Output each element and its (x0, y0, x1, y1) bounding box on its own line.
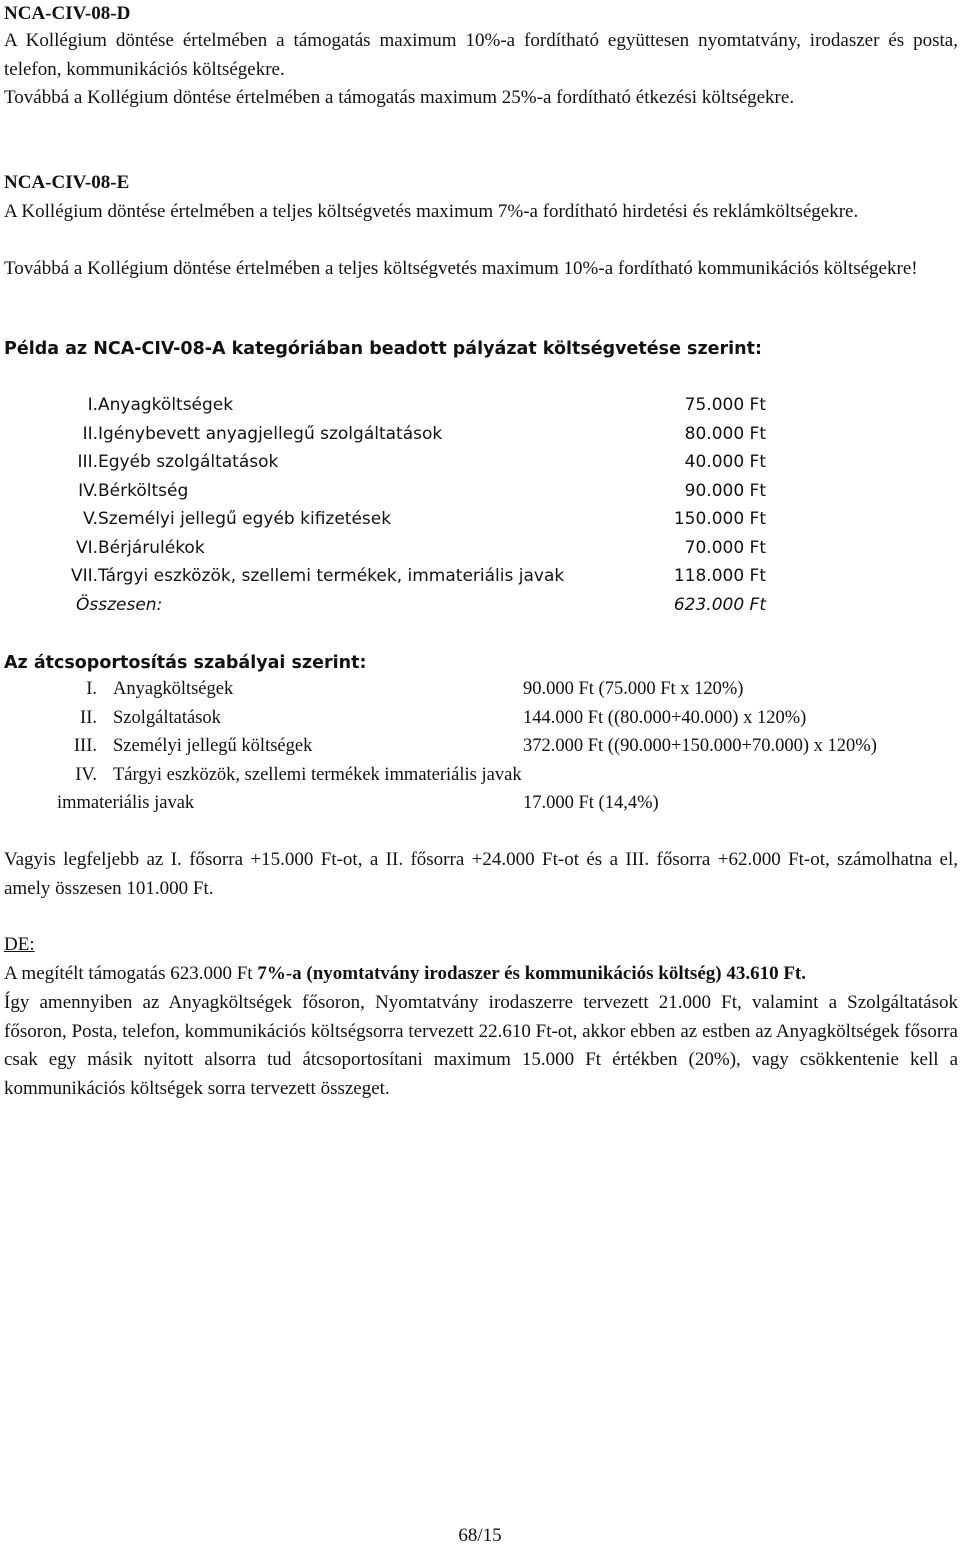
budget-row-label: Igénybevett anyagjellegű szolgáltatások (98, 423, 443, 444)
example-heading: Példa az NCA-CIV-08-A kategóriában beadott pályázat költségvetése szerint: (4, 339, 762, 359)
de-paragraph-1 (4, 960, 958, 989)
budget-row (0, 448, 954, 477)
budget-total-row (0, 591, 954, 620)
de-line1-start: A megítélt támogatás 623.000 Ft (4, 963, 258, 984)
regroup-row-number: IV. (75, 764, 97, 785)
section-d-heading: NCA-CIV-08-D (4, 3, 131, 24)
regroup-row-value: 144.000 Ft ((80.000+40.000) x 120%) (523, 707, 807, 728)
summary-paragraph: Vagyis legfeljebb az I. fősorra +15.000 Ft-ot, a II. fősorra +24.000 Ft-ot és a III. fősorra +62.000 Ft-ot, számolhatna el, amely összesen 101.000 Ft. (4, 849, 958, 899)
budget-row-number: IV. (78, 480, 98, 501)
budget-row-amount: 80.000 Ft (684, 423, 766, 444)
regroup-heading: Az átcsoportosítás szabályai szerint: (4, 653, 367, 673)
budget-row-amount: 70.000 Ft (684, 537, 766, 558)
section-e-heading: NCA-CIV-08-E (4, 172, 130, 193)
section-d-paragraph-1: A Kollégium döntése értelmében a támogatás maximum 10%-a fordítható együttesen nyomtatvány, irodaszer és posta, telefon, kommunikációs költségekre. (4, 30, 958, 80)
regroup-row (0, 732, 954, 761)
regroup-row-label: Anyagköltségek (113, 679, 234, 699)
regroup-continuation-value: 17.000 Ft (14,4%) (523, 793, 659, 813)
regroup-row (0, 761, 954, 790)
budget-list (0, 391, 954, 619)
budget-row (0, 420, 954, 449)
budget-row-label: Személyi jellegű egyéb kifizetések (98, 509, 392, 529)
budget-row-number: I. (87, 395, 98, 415)
budget-row-label: Tárgyi eszközök, szellemi termékek, immateriális javak (98, 566, 565, 586)
budget-row (0, 505, 954, 534)
budget-row (0, 391, 954, 420)
budget-row-amount: 90.000 Ft (684, 480, 766, 501)
regroup-row-number: I. (86, 679, 97, 699)
budget-row-number: VI. (75, 537, 98, 558)
regroup-row-label: Személyi jellegű költségek (113, 736, 313, 756)
budget-total-amount: 623.000 Ft (673, 594, 766, 615)
section-d-paragraph-2: Továbbá a Kollégium döntése értelmében a támogatás maximum 25%-a fordítható étkezési költségekre. (4, 87, 795, 108)
section-e-paragraph-1: A Kollégium döntése értelmében a teljes költségvetés maximum 7%-a fordítható hirdetési és reklámköltségekre. (4, 201, 859, 222)
regroup-row (0, 675, 954, 704)
page-number: 68/15 (458, 1525, 502, 1546)
regroup-row-value: 90.000 Ft (75.000 Ft x 120%) (523, 679, 744, 699)
regroup-continuation-label: immateriális javak (57, 793, 195, 813)
regroup-row-value: 372.000 Ft ((90.000+150.000+70.000) x 120%) (523, 736, 877, 756)
de-heading: DE: (4, 934, 35, 955)
budget-row-label: Bérköltség (98, 480, 189, 501)
regroup-row-number: III. (73, 736, 97, 756)
budget-row-number: VII. (70, 566, 98, 586)
budget-total-label: Összesen: (76, 594, 163, 615)
budget-row-amount: 40.000 Ft (684, 452, 766, 472)
regroup-row-number: II. (80, 707, 97, 728)
section-e-paragraph-2: Továbbá a Kollégium döntése értelmében a teljes költségvetés maximum 10%-a fordítható kommunikációs költségekre! (4, 258, 918, 279)
de-paragraph-2: Így amennyiben az Anyagköltségek fősoron, Nyomtatvány irodaszerre tervezett 21.000 Ft, valamint a Szolgáltatások fősoron, Posta, telefon, kommunikációs költségsorra tervezett 22.610 Ft-ot, akkor ebben az estben az Anyagköltségek fősorra csak egy másik nyitott alsorra tud átcsoportosítani maximum 15.000 Ft értékben (20%), vagy csökkentenie kell a kommunikációs költségek sorra tervezett összeget. (4, 992, 958, 1099)
budget-row-amount: 150.000 Ft (673, 509, 766, 529)
budget-row-number: II. (82, 423, 98, 444)
budget-row (0, 562, 954, 591)
regroup-row (0, 704, 954, 733)
regroup-continuation-row (0, 789, 954, 818)
budget-row (0, 534, 954, 563)
budget-row-amount: 75.000 Ft (684, 395, 766, 415)
de-line1-bold: 7%-a (nyomtatvány irodaszer és kommunikációs költség) 43.610 Ft (257, 963, 802, 984)
de-line1-end: . (801, 963, 807, 984)
budget-row (0, 477, 954, 506)
budget-row-label: Egyéb szolgáltatások (98, 452, 279, 472)
budget-row-label: Anyagköltségek (98, 395, 234, 415)
budget-row-number: V. (83, 509, 98, 529)
budget-row-amount: 118.000 Ft (673, 566, 766, 586)
regroup-row-label: Szolgáltatások (113, 707, 221, 728)
regroup-row-label: Tárgyi eszközök, szellemi termékek immateriális javak (113, 764, 522, 785)
budget-row-label: Bérjárulékok (98, 537, 205, 558)
regroup-list (0, 675, 954, 818)
budget-row-number: III. (77, 452, 98, 472)
